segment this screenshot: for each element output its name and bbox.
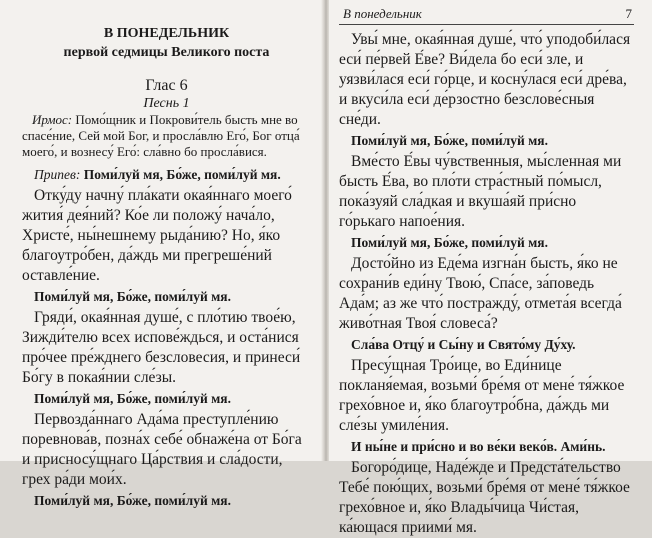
now-and-ever-line: И ны́не и при́сно и во ве́ки веко́в. Ами́нь. bbox=[351, 439, 606, 454]
trinity-troparion: Пресу́щная Тро́ице, во Еди́нице покланя́емая, возьми́ бре́мя от мене́ тя́жкое грехо́вное и, я́ко благоутро́бна, да́ждь ми сле́зы умиле́ния. bbox=[339, 357, 625, 434]
left-page bbox=[0, 0, 323, 508]
refrain-5: Поми́луй мя, Бо́же, поми́луй мя. bbox=[351, 235, 548, 250]
troparion-1: Отку́ду начну́ пла́кати окая́ннаго моего́ жития́ дея́ний? Ко́е ли положу́ нача́ло, Христе́, ны́нешнему рыда́нию? Но, я́ко благоутро́бен, да́ждь ми прегреше́ний оставле́ние. bbox=[22, 187, 292, 284]
refrain-text: Поми́луй мя, Бо́же, поми́луй мя. bbox=[83, 167, 281, 182]
refrain-label: Припев: bbox=[34, 167, 81, 182]
irmos-label: Ирмос: bbox=[32, 112, 73, 127]
refrain-3: Поми́луй мя, Бо́же, поми́луй мя. bbox=[34, 493, 231, 508]
refrain-2: Поми́луй мя, Бо́же, поми́луй мя. bbox=[34, 391, 231, 406]
irmos-paragraph bbox=[22, 112, 311, 160]
troparion-4: Увы́ мне, окая́нная душе́, что́ уподоби́лася еси́ пе́рвей Е́ве? Ви́дела бо еси́ зле, и уязви́лася еси́ го́рце, и косну́лася еси́ дре́ва, и вкуси́ла еси́ де́рзостно безслове́сныя сне́ди. bbox=[339, 31, 631, 128]
troparion-5: Вме́сто Е́вы чу́вственныя, мы́сленная ми бысть Е́ва, во пло́ти стра́стный по́мысл, пока́зуяй сла́дкая и вкуша́яй при́сно го́рькаго напое́ния. bbox=[339, 153, 622, 230]
running-head bbox=[339, 6, 634, 25]
right-page bbox=[329, 0, 652, 536]
refrain-4: Поми́луй мя, Бо́же, поми́луй мя. bbox=[351, 133, 548, 148]
running-head-title: В понедельник bbox=[343, 6, 422, 21]
refrain-1: Поми́луй мя, Бо́же, поми́луй мя. bbox=[34, 289, 231, 304]
troparion-6: Досто́йно из Еде́ма изгна́н бысть, я́ко не сохрани́в еди́ну Твою́, Спа́се, за́поведь Ада́м; аз же что́ постражду́, отмета́я всегда́ живо́тная Твоя́ словеса́? bbox=[339, 255, 622, 332]
troparion-2: Гряди́, окая́нная душе́, с пло́тию твое́ю, Зижди́телю всех испове́ждься, и оста́нися про́чее пре́жднего безсловесия, и принеси́ Бо́гу в покая́нии сле́зы. bbox=[22, 309, 301, 386]
section-title: В ПОНЕДЕЛЬНИК bbox=[103, 26, 230, 41]
theotokion: Богоро́дице, Наде́жде и Предста́тельство Тебе́ пою́щих, возьми́ бре́мя от мене́ тя́жкое грехо́вное и, я́ко Влады́чица Чи́стая, ка́ющася приими́ мя. bbox=[339, 459, 630, 536]
section-subtitle: первой седмицы Великого поста bbox=[63, 45, 270, 60]
troparion-3: Первозда́ннаго Ада́ма преступле́нию поревнова́в, позна́х себе́ обнаже́на от Бо́га и присносу́щнаго Ца́рствия и сла́дости, грех ра́ди мои́х. bbox=[22, 411, 302, 488]
ode-heading: Песнь 1 bbox=[143, 96, 190, 111]
page-number: 7 bbox=[625, 6, 632, 21]
glory-line: Сла́ва Отцу́ и Сы́ну и Свято́му Ду́ху. bbox=[351, 337, 576, 352]
refrain-with-label bbox=[22, 165, 311, 185]
tone-heading: Глас 6 bbox=[145, 77, 188, 94]
irmos-text: Помо́щник и Покрови́тель бысть мне во спасе́ние, Сей мой Бог, и просла́влю Его́, Бог отца́ моего́, и вознесу́ Его́: сла́вно бо просла́вися. bbox=[22, 112, 300, 159]
